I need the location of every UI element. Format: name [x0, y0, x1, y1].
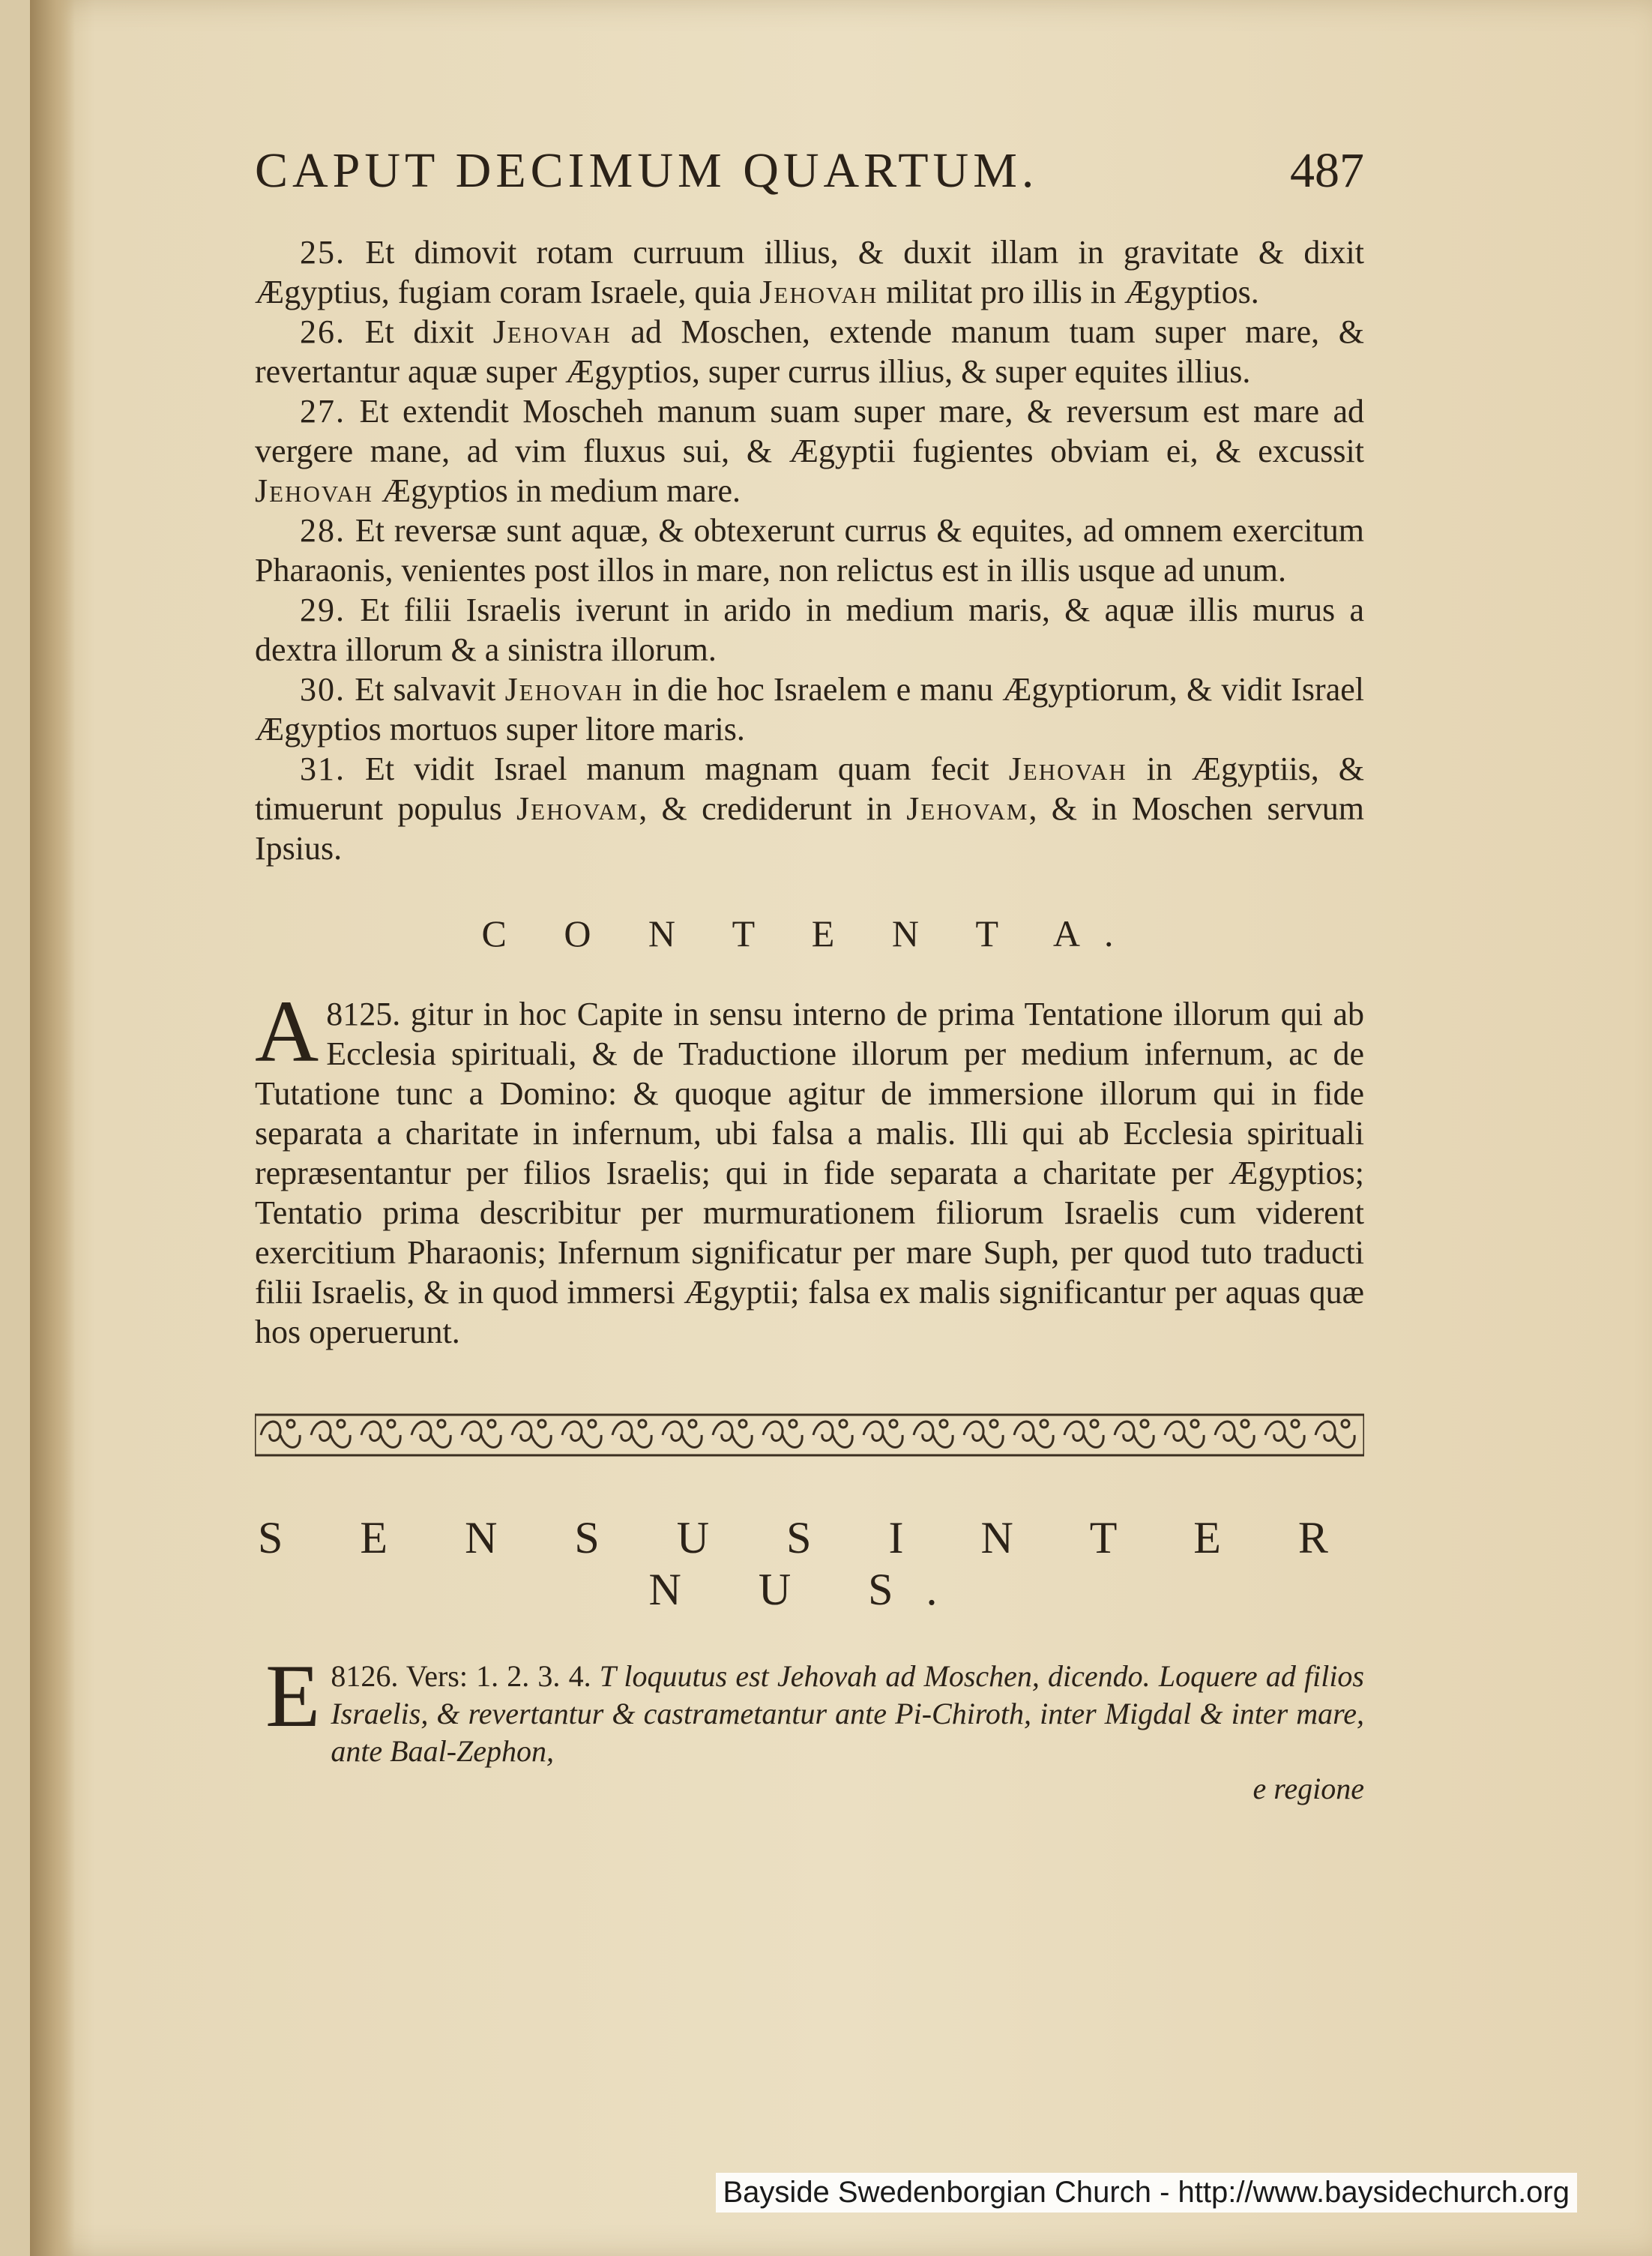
ornament-dot	[890, 1420, 897, 1428]
verse	[255, 232, 1364, 312]
verse-number: 26.	[300, 313, 346, 350]
chapter-title: CAPUT DECIMUM QUARTUM.	[255, 143, 1039, 198]
verse-text: Et vidit Israel manum magnam quam fecit	[364, 751, 1009, 787]
paragraph-number: 8126.	[331, 1659, 399, 1693]
divine-name: Jehovam	[906, 790, 1029, 827]
verse-text: ad Moschen, extende manum tuam super mare, & revertantur aquæ super Ægyptios, super currus illius, & super equites illius.	[255, 313, 1364, 390]
ornament-dot	[488, 1420, 495, 1428]
ornament-dot	[739, 1420, 747, 1428]
drop-cap: A	[255, 982, 319, 1080]
ornament-dot	[388, 1420, 395, 1428]
ornament-dot	[689, 1420, 696, 1428]
ornament-dot	[1091, 1420, 1098, 1428]
ornament-dot	[839, 1420, 847, 1428]
ornament-dot	[588, 1420, 596, 1428]
verse	[255, 749, 1364, 868]
verse-text: Et dimovit rotam curruum illius, & duxit illam in gravitate & dixit Ægyptius, fugiam coram Israele, quia	[255, 234, 1364, 310]
divine-name: Jehovah	[759, 274, 878, 310]
ornament-dot	[538, 1420, 546, 1428]
verse-number: 27.	[300, 393, 346, 430]
verse-text: militat pro illis in Ægyptios.	[878, 274, 1259, 310]
divine-name: Jehovah	[504, 671, 624, 708]
contenta-heading: C O N T E N T A.	[481, 912, 1138, 954]
divine-name: Jehovah	[1008, 751, 1127, 787]
page-number: 487	[1290, 143, 1364, 198]
ornament-dot	[1191, 1420, 1199, 1428]
verse-number: 29.	[300, 592, 346, 628]
ornament-dot	[1141, 1420, 1148, 1428]
verse-text: Et reversæ sunt aquæ, & obtexerunt currus & equites, ad omnem exercitum Pharaonis, venientes post illos in mare, non relictus est in illis usque ad unum.	[255, 512, 1365, 589]
contenta-paragraph	[255, 982, 1365, 1352]
page-content	[255, 142, 1364, 1808]
verse-text: in Ægyptiis, & timuerunt populus	[255, 751, 1364, 827]
verse-number: 30.	[300, 671, 346, 708]
ornament-dot	[1342, 1420, 1349, 1428]
sensus-paragraph	[255, 1646, 1364, 1770]
verse	[255, 511, 1364, 590]
verse-text: Ægyptios in medium mare.	[373, 472, 741, 509]
divine-name: Jehovah	[255, 472, 373, 509]
verse	[255, 312, 1364, 391]
ornament-dot	[1040, 1420, 1048, 1428]
sensus-text: T loquutus est Jehovah ad Moschen, dicendo. Loquere ad filios Israelis, & revertantur & castrametantur ante Pi-Chiroth, inter Migdal & inter mare, ante Baal-Zephon,	[331, 1659, 1364, 1768]
verse-text: , & in Moschen servum Ipsius.	[255, 790, 1364, 867]
ornament-dot	[287, 1420, 295, 1428]
verse-text: Et extendit Moscheh manum suam super mare, & reversum est mare ad vergere mane, ad vim fluxus sui, & Ægyptii fugientes obviam ei, & excussit	[255, 393, 1365, 469]
verse-list	[255, 232, 1364, 868]
verse	[255, 590, 1364, 670]
ornament-dot	[990, 1420, 998, 1428]
book-page	[30, 0, 1652, 2256]
verse-reference: Vers: 1. 2. 3. 4.	[406, 1659, 591, 1693]
verse-number: 28.	[300, 512, 346, 549]
verse	[255, 391, 1364, 511]
sensus-heading: S E N S U S I N T E R N U S.	[258, 1513, 1361, 1614]
ornament-dot	[940, 1420, 947, 1428]
verse-number: 31.	[300, 751, 346, 787]
ornamental-border	[255, 1401, 1364, 1469]
ornament-dot	[438, 1420, 445, 1428]
contenta-text: gitur in hoc Capite in sensu interno de prima Tentatione illorum qui ab Ecclesia spirituali, & de Traductione illorum per medium infernum, ac de Tutatione tunc a Domino: & quoque agitur de immersione illorum qui in fide separata a charitate in infernum, ubi falsa a malis. Illi qui ab Ecclesia spirituali repræsentantur per filios Israelis; qui in fide separata a charitate per Ægyptios; Tentatio prima describitur per murmurationem filiorum Israelis cum viderent exercitium Pharaonis; Infernum significatur per mare Suph, per quod tuto traducti filii Israelis, & in quod immersi Ægyptii; falsa ex malis significantur per aquas quæ hos operuerunt.	[255, 996, 1365, 1350]
paragraph-number: 8125.	[326, 996, 401, 1032]
ornament-dot	[639, 1420, 646, 1428]
divine-name: Jehovam	[516, 790, 639, 827]
ornament-dot	[1291, 1420, 1299, 1428]
verse	[255, 670, 1364, 749]
ornament-dot	[789, 1420, 797, 1428]
source-watermark: Bayside Swedenborgian Church - http://www.baysidechurch.org	[716, 2173, 1578, 2213]
ornament-dot	[337, 1420, 345, 1428]
divine-name: Jehovah	[492, 313, 612, 350]
ornament-dot	[1241, 1420, 1249, 1428]
drop-cap: E	[265, 1646, 321, 1745]
verse-text: , & crediderunt in	[639, 790, 907, 827]
verse-text: in die hoc Israelem e manu Ægyptiorum, & vidit Israel Ægyptios mortuos super litore maris.	[255, 671, 1364, 748]
book-spine-shadow	[30, 0, 75, 2256]
verse-text: Et dixit	[364, 313, 493, 350]
verse-number: 25.	[300, 234, 346, 271]
running-head	[255, 142, 1364, 232]
verse-text: Et salvavit	[355, 671, 505, 708]
verse-text: Et filii Israelis iverunt in arido in medium maris, & aquæ illis murus a dextra illorum & a sinistra illorum.	[255, 592, 1365, 668]
catchword: e regione	[1252, 1772, 1364, 1805]
